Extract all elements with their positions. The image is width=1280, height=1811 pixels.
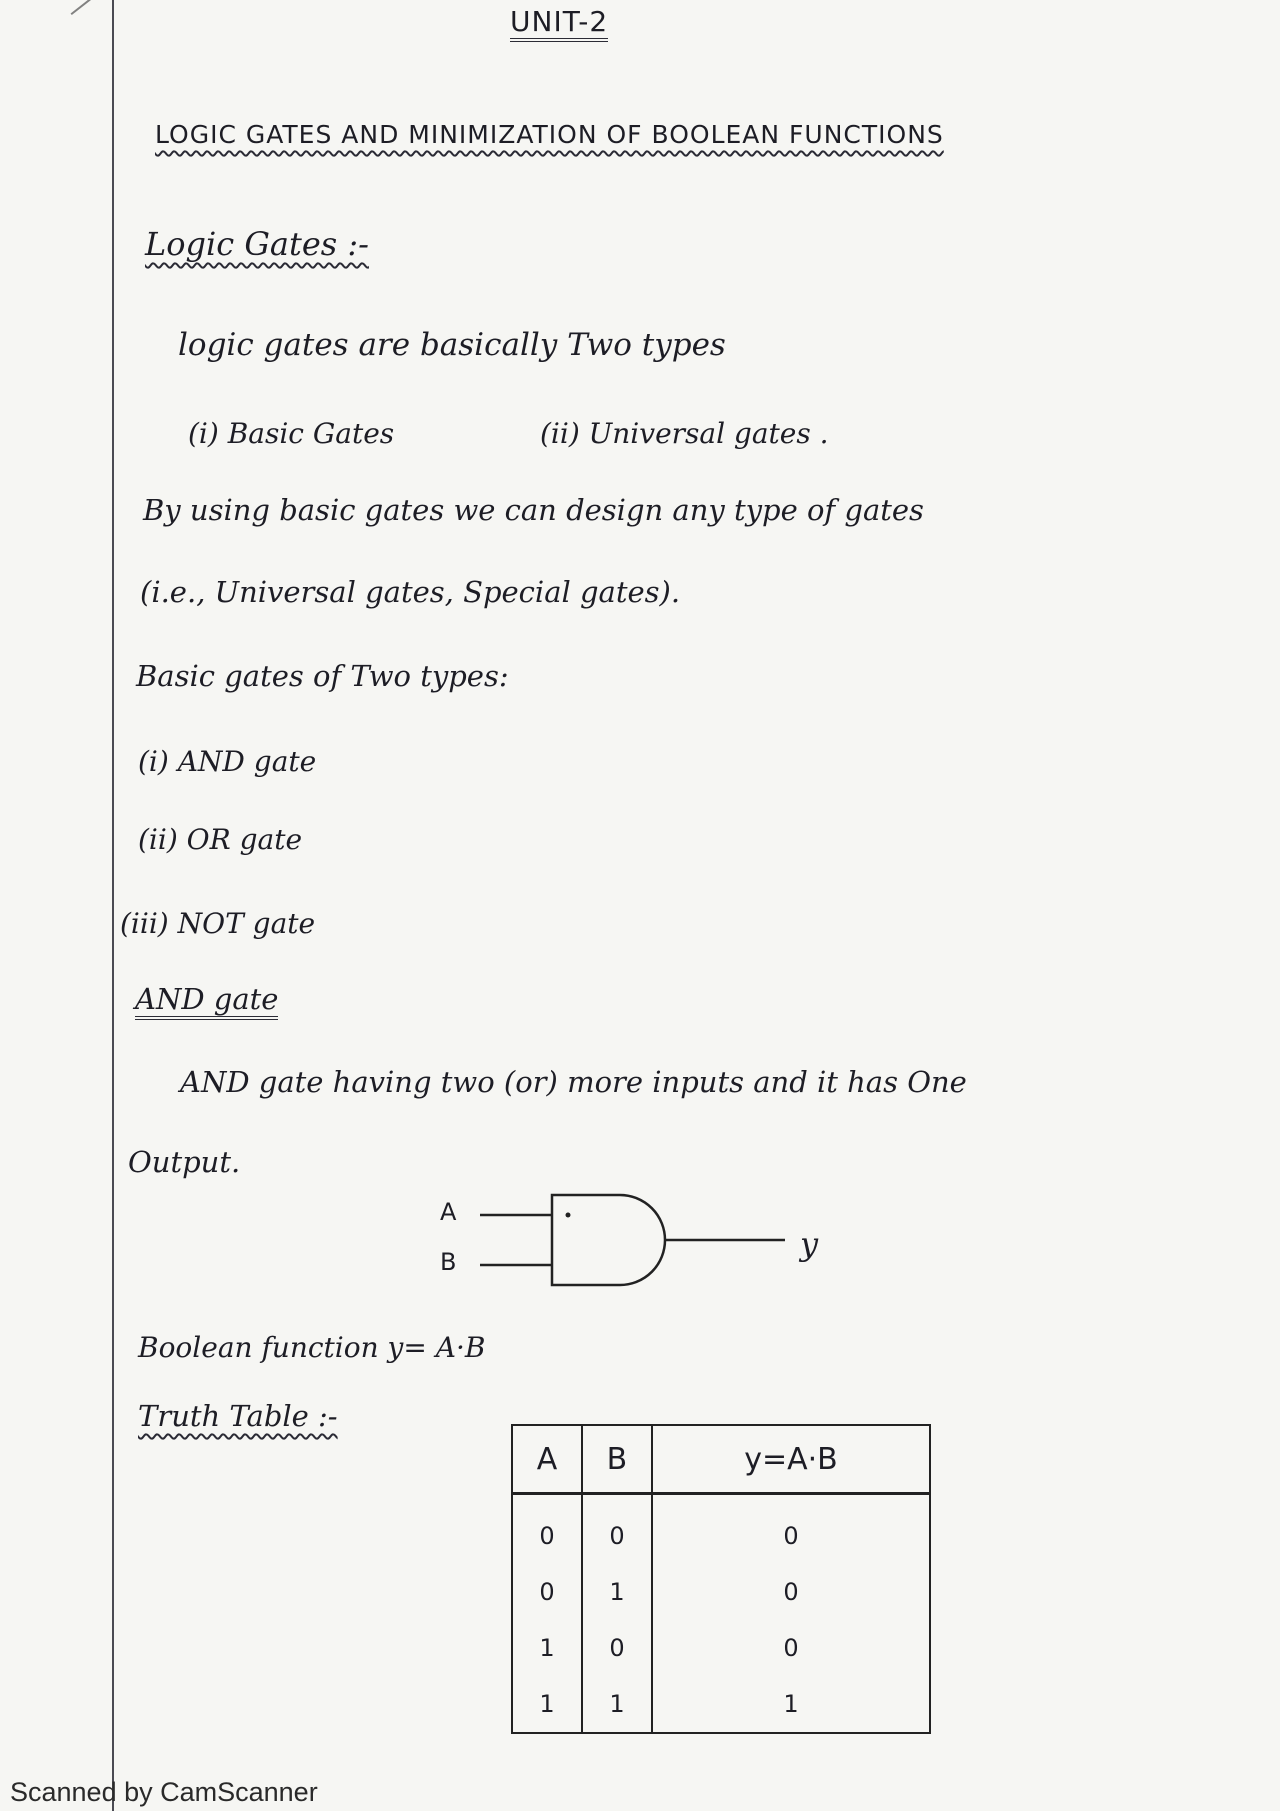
table-cell: 0: [783, 1634, 799, 1662]
text-line-ie: (i.e., Universal gates, Special gates).: [140, 575, 681, 609]
text-line-basic-types: Basic gates of Two types:: [136, 659, 509, 693]
table-cell: 0: [512, 1564, 582, 1620]
and-gate-description: AND gate having two (or) more inputs and it has One: [180, 1065, 967, 1099]
margin-line: [112, 0, 114, 1811]
table-cell: 0: [783, 1578, 799, 1606]
and-gate-diagram: [440, 1180, 840, 1294]
basic-gates-item: (i) Basic Gates: [188, 417, 395, 450]
table-cell: 0: [512, 1494, 582, 1565]
column-header-b: B: [582, 1425, 652, 1494]
universal-gates-item: (ii) Universal gates .: [540, 417, 829, 450]
input-a-label: A: [440, 1198, 457, 1226]
table-cell: 0: [582, 1620, 652, 1676]
scanner-watermark: Scanned by CamScanner: [10, 1777, 318, 1807]
table-cell: 0: [582, 1494, 652, 1565]
table-row: [512, 1620, 930, 1676]
table-cell: 1: [582, 1676, 652, 1733]
truth-table-header-row: [512, 1425, 930, 1494]
column-header-a: A: [512, 1425, 582, 1494]
column-header-y: y=A·B: [652, 1425, 930, 1494]
truth-table: [511, 1424, 931, 1734]
page-title: LOGIC GATES AND MINIMIZATION OF BOOLEAN FUNCTIONS: [155, 120, 944, 149]
text-line-types: logic gates are basically Two types: [178, 327, 726, 363]
list-item-or: (ii) OR gate: [138, 823, 303, 856]
corner-mark: [71, 0, 96, 15]
table-cell: 1: [512, 1676, 582, 1733]
and-gate-description-end: Output.: [128, 1145, 241, 1179]
list-item-not: (iii) NOT gate: [120, 907, 316, 940]
table-cell: 1: [512, 1620, 582, 1676]
unit-heading: UNIT-2: [510, 8, 608, 42]
boolean-function: Boolean function y= A·B: [138, 1331, 486, 1364]
table-cell: 0: [783, 1522, 799, 1550]
and-gate-symbol: [440, 1180, 840, 1290]
table-row: [512, 1494, 930, 1565]
table-row: [512, 1564, 930, 1620]
output-y-label: y: [800, 1225, 819, 1263]
truth-table-heading: Truth Table :-: [138, 1399, 338, 1433]
table-cell: 1: [582, 1564, 652, 1620]
table-row: [512, 1676, 930, 1733]
logic-gates-heading: Logic Gates :-: [145, 225, 369, 263]
text-line-design: By using basic gates we can design any type of gates: [143, 493, 924, 527]
and-gate-heading: AND gate: [135, 985, 278, 1020]
list-item-and: (i) AND gate: [138, 745, 317, 778]
table-cell: 1: [783, 1690, 799, 1718]
input-b-label: B: [440, 1248, 457, 1276]
